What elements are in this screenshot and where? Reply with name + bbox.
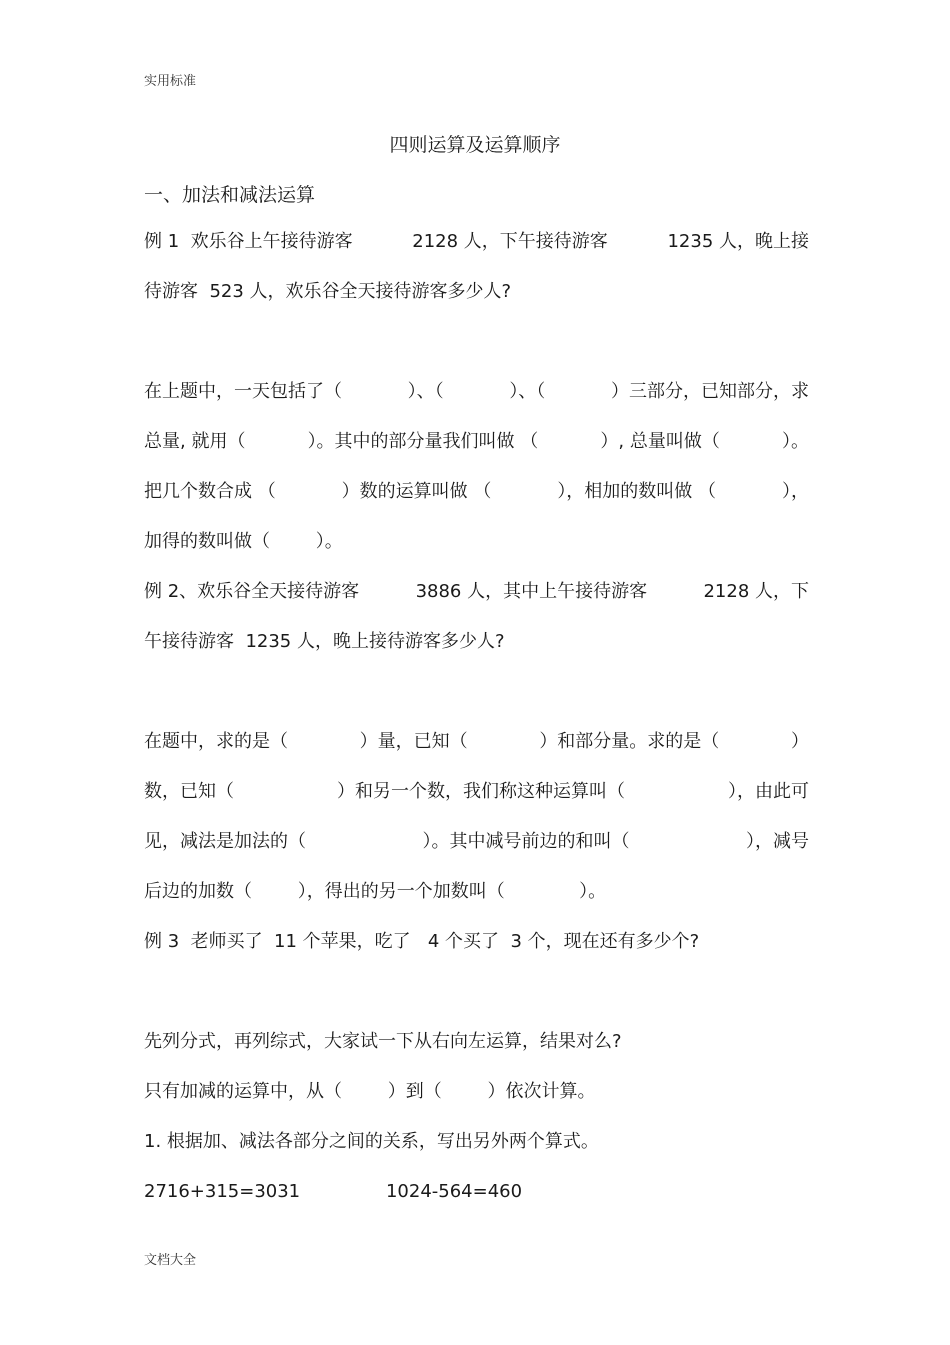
text-segment: 2128 人，下午接待游客 [412,231,608,252]
text-segment: 3886 人，其中上午接待游客 [415,581,648,602]
instruction-line [144,1029,809,1055]
text-segment: 1. 根据加、减法各部分之间的关系，写出另外两个算式。 [144,1131,599,1152]
text-segment: ）， [781,481,809,502]
text-segment: 例 3 老师买了 11 个苹果，吃了 4 个买了 3 个，现在还有多少个? [144,931,700,952]
document-title: 四则运算及运算顺序 [389,134,561,156]
fill-in-line-3 [144,479,809,505]
page-header: 实用标准 [144,74,197,89]
fill-in-line-6 [144,779,809,805]
example-2-line-2 [144,629,809,655]
text-segment: ）三部分，已知部分，求 [610,381,809,402]
text-segment: 2716+315=3031 1024-564=460 [144,1181,523,1202]
example-2-line-1 [144,579,809,605]
text-segment: ），相加的数叫做 （ [557,481,717,502]
text-segment: 例 1 欢乐谷上午接待游客 [144,231,353,252]
text-segment: 后边的加数（ ），得出的另一个加数叫（ ）。 [144,881,607,902]
exercise-1-prompt [144,1129,809,1155]
fill-in-line-7 [144,829,809,855]
text-segment: ）。其中减号前边的和叫（ [422,831,630,852]
text-segment: 见，减法是加法的（ [144,831,306,852]
text-segment: 总量, 就用（ [144,431,246,452]
page-footer: 文档大全 [144,1253,197,1268]
example-3-line [144,929,809,955]
text-segment: ）和部分量。求的是（ [539,731,720,752]
text-segment: 先列分式，再列综式，大家试一下从右向左运算，结果对么? [144,1031,622,1052]
text-segment: 1235 人，晚上接 [667,231,809,252]
text-segment: ）, 总量叫做（ [600,431,720,452]
text-segment: 待游客 523 人，欢乐谷全天接待游客多少人? [144,281,512,302]
text-segment: 加得的数叫做（ ）。 [144,531,343,552]
text-segment: ）、（ [407,381,444,402]
text-segment: 把几个数合成 （ [144,481,276,502]
exercise-1-equations [144,1179,809,1205]
text-segment: 例 2、欢乐谷全天接待游客 [144,581,360,602]
text-segment: ）。其中的部分量我们叫做 （ [307,431,539,452]
text-segment: ），由此可 [728,781,809,802]
section-heading: 一、加法和减法运算 [144,184,316,206]
text-segment: ），减号 [746,831,809,852]
example-1-line-2 [144,279,809,305]
text-segment: 午接待游客 1235 人，晚上接待游客多少人? [144,631,505,652]
rule-line [144,1079,809,1105]
text-segment: ）、（ [509,381,546,402]
text-segment: 数，已知（ [144,781,234,802]
text-segment: ）数的运算叫做 （ [341,481,492,502]
fill-in-line-2 [144,429,809,455]
fill-in-line-8 [144,879,809,905]
text-segment: 2128 人，下 [703,581,809,602]
text-segment: 在上题中，一天包括了（ [144,381,342,402]
text-segment: ） [790,731,809,752]
fill-in-line-5 [144,729,809,755]
fill-in-line-1 [144,379,809,405]
text-segment: 在题中，求的是（ [144,731,288,752]
text-segment: ）量，已知（ [359,731,468,752]
text-segment: ）和另一个数，我们称这种运算叫（ [337,781,625,802]
text-segment: 只有加减的运算中，从（ ）到（ ）依次计算。 [144,1081,596,1102]
fill-in-line-4 [144,529,809,555]
example-1-line-1 [144,229,809,255]
text-segment: ）。 [781,431,809,452]
